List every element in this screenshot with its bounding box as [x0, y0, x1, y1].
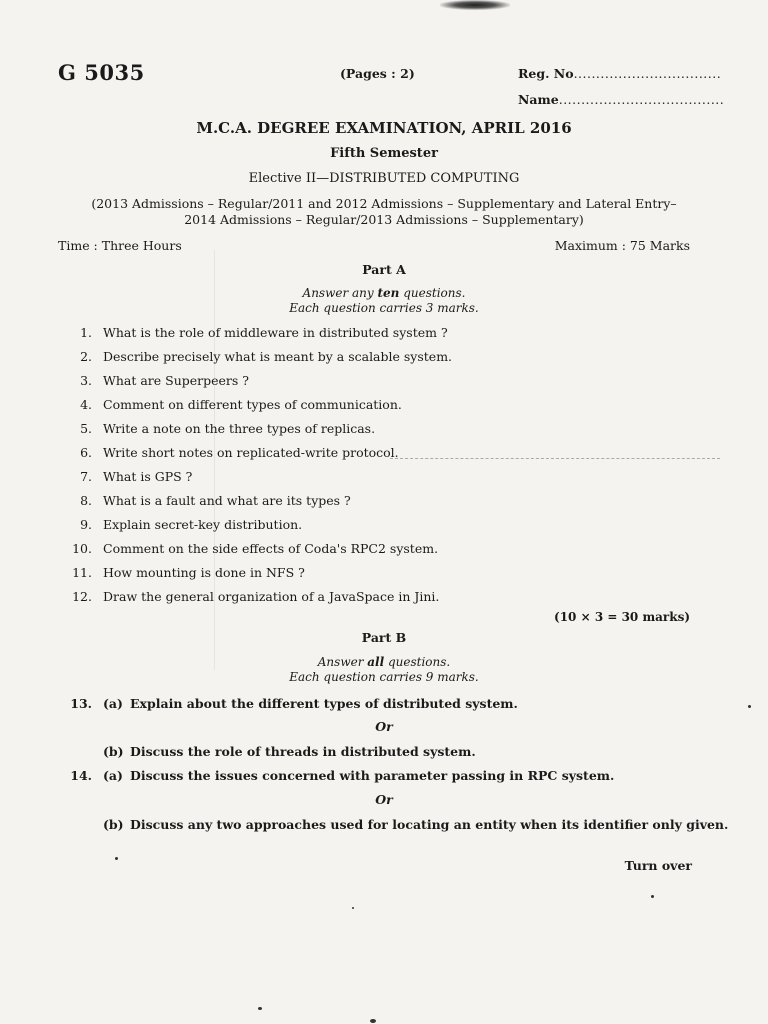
question-text: How mounting is done in NFS ? — [103, 565, 305, 580]
question-13a-label: (a) — [103, 696, 123, 711]
question-number: 10. — [72, 541, 92, 556]
scan-speck — [258, 1007, 262, 1010]
question-text: What are Superpeers ? — [103, 373, 249, 388]
question-text: Comment on the side effects of Coda's RPC2 system. — [103, 541, 439, 556]
part-a-instr-pre: Answer any — [302, 286, 378, 300]
scan-speck — [748, 705, 751, 708]
semester: Fifth Semester — [330, 146, 438, 161]
time-allowed: Time : Three Hours — [58, 238, 182, 253]
part-b-instr-pre: Answer — [317, 655, 368, 669]
scan-speck — [651, 895, 654, 898]
scan-speck — [370, 1019, 376, 1023]
name-field — [518, 92, 724, 107]
question-number: 2. — [80, 349, 92, 364]
part-b-instr-bold: all — [367, 655, 385, 669]
reg-no-field — [518, 66, 721, 81]
part-a-title: Part A — [362, 262, 406, 277]
question-14a-label: (a) — [103, 768, 123, 783]
question-number: 12. — [72, 589, 92, 604]
question-14b-label: (b) — [103, 817, 124, 832]
part-a-instruction-2: Each question carries 3 marks. — [289, 301, 479, 315]
question-number: 5. — [80, 421, 92, 436]
question-14-number: 14. — [70, 768, 92, 783]
question-text: Draw the general organization of a JavaSpace in Jini. — [103, 589, 440, 604]
question-text: Describe precisely what is meant by a scalable system. — [103, 349, 453, 364]
name-dots: ..................................... — [558, 92, 725, 107]
part-b-instruction-1 — [0, 655, 768, 669]
page-count: (Pages : 2) — [340, 66, 415, 81]
question-number: 6. — [80, 445, 92, 460]
admissions-line-1: (2013 Admissions – Regular/2011 and 2012 Admissions – Supplementary and Lateral Entry– — [91, 196, 677, 211]
question-13a-text: Explain about the different types of distributed system. — [130, 696, 518, 711]
question-14b-text: Discuss any two approaches used for locating an entity when its identifier only given. — [130, 817, 729, 832]
scan-smudge — [440, 0, 510, 10]
question-text: Comment on different types of communication. — [103, 397, 402, 412]
part-a-instr-post: questions. — [399, 286, 466, 300]
exam-title: M.C.A. DEGREE EXAMINATION, APRIL 2016 — [196, 119, 572, 137]
question-number: 7. — [80, 469, 92, 484]
name-label: Name — [518, 92, 559, 107]
question-text: Write short notes on replicated-write protocol. — [103, 445, 399, 460]
part-a-instruction-1 — [0, 286, 768, 300]
turn-over: Turn over — [624, 858, 692, 873]
question-text: Explain secret-key distribution. — [103, 517, 303, 532]
question-number: 8. — [80, 493, 92, 508]
part-b-instr-post: questions. — [384, 655, 451, 669]
admissions-line-2: 2014 Admissions – Regular/2013 Admissions – Supplementary) — [184, 212, 584, 227]
question-text: What is a fault and what are its types ? — [103, 493, 351, 508]
paper-code: G 5035 — [58, 60, 145, 85]
scan-speck — [115, 857, 118, 860]
question-number: 4. — [80, 397, 92, 412]
question-number: 11. — [72, 565, 92, 580]
scan-speck — [352, 907, 354, 909]
subject: Elective II—DISTRIBUTED COMPUTING — [248, 171, 520, 186]
question-text: What is the role of middleware in distributed system ? — [103, 325, 448, 340]
or-separator-14: Or — [375, 792, 393, 807]
question-13b-text: Discuss the role of threads in distributed system. — [130, 744, 476, 759]
part-a-instr-bold: ten — [377, 286, 400, 300]
maximum-marks: Maximum : 75 Marks — [554, 238, 690, 253]
question-text: Write a note on the three types of replicas. — [103, 421, 376, 436]
question-number: 3. — [80, 373, 92, 388]
part-b-title: Part B — [361, 630, 407, 645]
or-separator-13: Or — [375, 719, 393, 734]
question-13b-label: (b) — [103, 744, 124, 759]
question-14a-text: Discuss the issues concerned with parameter passing in RPC system. — [130, 768, 615, 783]
part-a-marks: (10 × 3 = 30 marks) — [554, 610, 690, 624]
question-number: 1. — [80, 325, 92, 340]
reg-no-dots: ................................. — [573, 66, 722, 81]
part-b-instruction-2: Each question carries 9 marks. — [289, 670, 479, 684]
question-text: What is GPS ? — [103, 469, 193, 484]
question-13-number: 13. — [70, 696, 92, 711]
scan-artifact-line — [390, 458, 720, 459]
question-number: 9. — [80, 517, 92, 532]
reg-no-label: Reg. No — [518, 66, 574, 81]
